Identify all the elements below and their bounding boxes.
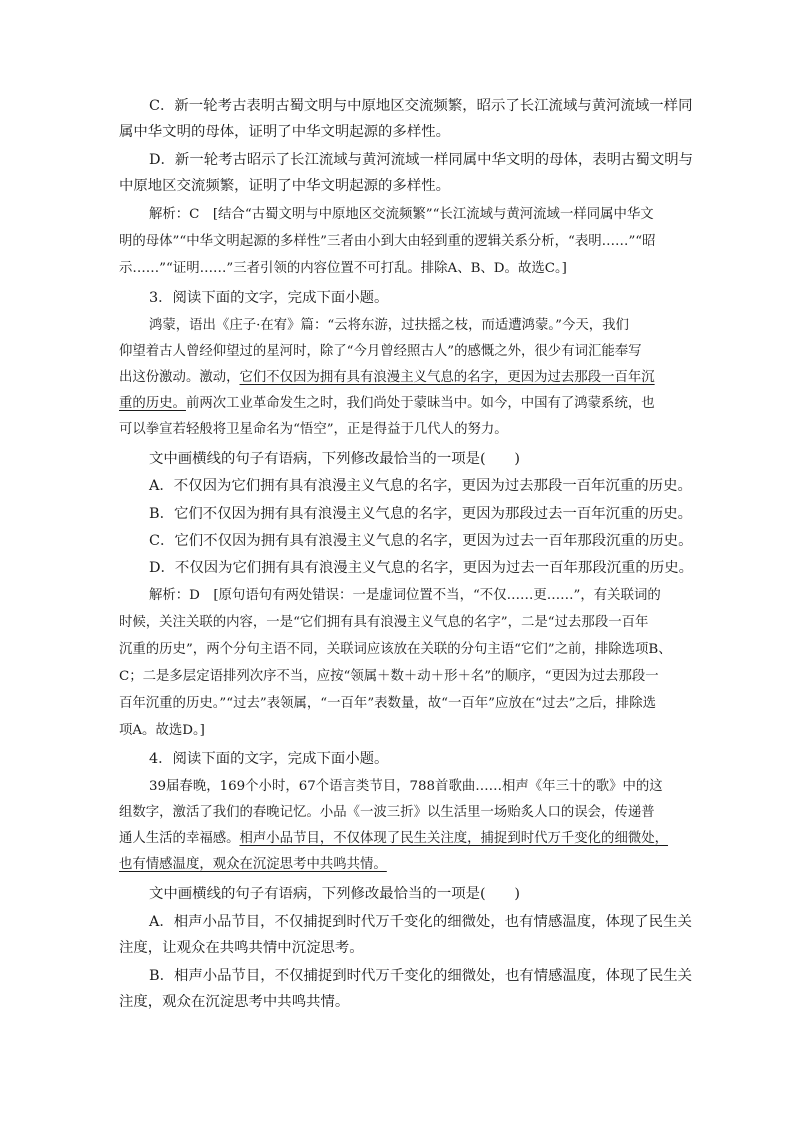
q3-passage-line1: 鸿蒙，语出《庄子·在宥》篇：“云将东游，过扶摇之枝，而适遭鸿蒙。”今天，我们 — [149, 318, 629, 333]
q3-passage-line2: 仰望着古人曾经仰望过的星河时，除了“今月曾经照古人”的感慨之外，很少有词汇能奉写 — [119, 344, 642, 359]
q2-option-d-line2: 中原地区交流频繁，证明了中华文明起源的多样性。 — [119, 178, 450, 194]
q3-analysis-line2: 时候，关注关联的内容，一是“它们拥有具有浪漫主义气息的名字”，二是“过去那段一百年 — [119, 615, 649, 630]
q4-underlined-sentence-part1: 相声小品节目，不仅体现了民生关注度，捕捉到时代万千变化的细微处， — [239, 831, 669, 846]
q4-option-b-line1: B．相声小品节目，不仅捕捉到时代万千变化的细微处，也有情感温度，体现了民生关 — [149, 968, 693, 984]
q3-passage-line5: 可以拳宣若轻般将卫星命名为“悟空”，正是得益于几代人的努力。 — [119, 422, 508, 437]
q3-instruction: 3．阅读下面的文字，完成下面小题。 — [149, 290, 389, 306]
q3-analysis-text: [原句语句有两处错误：一是虚词位置不当，“不仅……更……”，有关联词的 — [213, 588, 661, 603]
q4-underlined-sentence-part2: 也有情感温度，观众在沉淀思考中共鸣共情。 — [119, 857, 387, 872]
q3-passage-line4-post: 前两次工业革命发生之时，我们尚处于蒙昧当中。如今，中国有了鸿蒙系统，也 — [185, 396, 655, 411]
q3-passage-line3 — [119, 368, 655, 388]
q2-option-c-line1: C．新一轮考古表明古蜀文明与中原地区交流频繁，昭示了长江流域与黄河流域一样同 — [149, 98, 693, 114]
q4-passage-line3 — [119, 829, 668, 849]
q4-question: 文中画横线的句子有语病，下列修改最恰当的一项是( ) — [149, 886, 520, 902]
q3-passage-line3-pre: 出这份激动。激动， — [119, 370, 240, 385]
q4-instruction: 4．阅读下面的文字，完成下面小题。 — [149, 751, 389, 767]
q2-analysis-text: [结合“古蜀文明与中原地区交流频繁”“长江流域与黄河流域一样同属中华文 — [212, 207, 654, 222]
q2-analysis-line3: 示……”“证明……”三者引领的内容位置不可打乱。排除A、B、D。故选C。] — [119, 261, 567, 276]
q4-option-a-line1: A．相声小品节目，不仅捕捉到时代万千变化的细微处，也有情感温度，体现了民生关 — [149, 914, 692, 930]
q2-option-c-line2: 属中华文明的母体，证明了中华文明起源的多样性。 — [119, 124, 450, 140]
q3-analysis-line3: 沉重的历史”，两个分句主语不同，关联词应该放在关联的分句主语“它们”之前，排除选项B、 — [119, 642, 672, 657]
q2-analysis-label: 解析：C — [149, 207, 200, 222]
q3-analysis-line1 — [149, 586, 661, 606]
q3-underlined-sentence-part2: 重的历史。 — [119, 396, 186, 411]
q4-option-b-line2: 注度，观众在沉淀思考中共鸣共情。 — [119, 994, 350, 1010]
q4-passage-line1: 39届春晚，169个小时，67个语言类节目，788首歌曲……相声《年三十的歌》中的这 — [149, 779, 663, 794]
q3-option-c: C．它们不仅因为拥有具有浪漫主义气息的名字，更因为过去一百年那段沉重的历史。 — [149, 533, 693, 549]
q3-analysis-line6: 项A。故选D。] — [119, 723, 205, 738]
q3-option-b: B．它们不仅因为拥有具有浪漫主义气息的名字，更因为那段过去一百年沉重的历史。 — [149, 506, 693, 522]
q4-passage-line2: 组数字，激活了我们的春晚记忆。小品《一波三折》以生活里一场贻炙人口的误会，传递普 — [119, 805, 655, 820]
q3-question: 文中画横线的句子有语病，下列修改最恰当的一项是( ) — [149, 451, 520, 467]
q4-passage-line4 — [119, 855, 387, 875]
q2-analysis-line2: 明的母体”“中华文明起源的多样性”三者由小到大由轻到重的逻辑关系分析，“表明……”“昭 — [119, 234, 656, 249]
q3-analysis-line5: 百年沉重的历史。”“过去”表领属，“一百年”表数量，故“一百年”应放在“过去”之后，排除选 — [119, 696, 656, 711]
q4-option-a-line2: 注度，让观众在共鸣共情中沉淀思考。 — [119, 940, 364, 956]
q3-underlined-sentence-part1: 它们不仅因为拥有具有浪漫主义气息的名字，更因为过去那段一百年沉 — [239, 370, 655, 385]
q3-analysis-line4: C；二是多层定语排列次序不当，应按“领属＋数＋动＋形＋名”的顺序，“更因为过去那段一 — [119, 669, 659, 684]
q3-analysis-label: 解析：D — [149, 588, 200, 603]
q3-option-d: D．不仅因为它们拥有具有浪漫主义气息的名字，更因为过去一百年那段沉重的历史。 — [149, 560, 693, 576]
q4-passage-line3-pre: 通人生活的幸福感。 — [119, 831, 240, 846]
q2-analysis-line1 — [149, 205, 654, 225]
q3-passage-line4 — [119, 394, 655, 414]
q3-option-a: A．不仅因为它们拥有具有浪漫主义气息的名字，更因为过去那段一百年沉重的历史。 — [149, 478, 692, 494]
q2-option-d-line1: D．新一轮考古昭示了长江流域与黄河流域一样同属中华文明的母体，表明古蜀文明与 — [149, 152, 693, 168]
